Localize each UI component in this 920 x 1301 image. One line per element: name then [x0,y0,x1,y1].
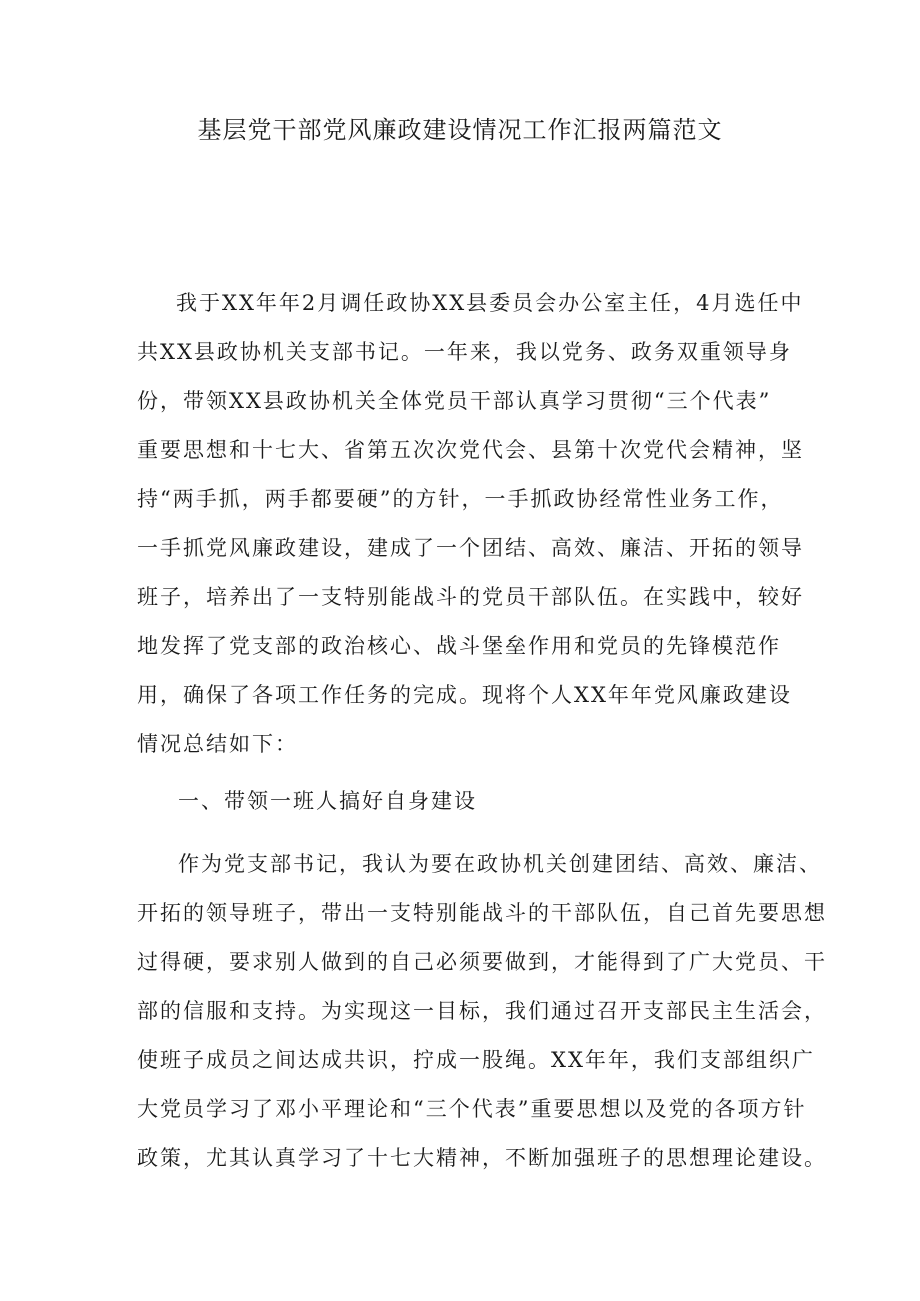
body-line-12: 开拓的领导班子，带出一支特别能战斗的干部队伍，自己首先要思想 [137,901,827,925]
body-line-16: 大党员学习了邓小平理论和“三个代表”重要思想以及党的各项方针 [137,1097,807,1121]
body-line-8: 地发挥了党支部的政治核心、战斗堡垒作用和党员的先锋模范作 [137,634,781,658]
body-line-4: 重要思想和十七大、省第五次次党代会、县第十次党代会精神，坚 [137,438,804,462]
body-line-9: 用，确保了各项工作任务的完成。现将个人XX年年党风廉政建设 [137,683,792,707]
section-heading: 一、带领一班人搞好自身建设 [178,789,477,813]
body-line-1: 我于XX年年2月调任政协XX县委员会办公室主任，4月选任中 [176,291,804,315]
body-line-13: 过得硬，要求别人做到的自己必须要做到，才能得到了广大党员、干 [137,950,827,974]
body-line-11: 作为党支部书记，我认为要在政协机关创建团结、高效、廉洁、 [178,852,822,876]
body-line-14: 部的信服和支持。为实现这一目标，我们通过召开支部民主生活会， [137,999,827,1023]
document-title: 基层党干部党风廉政建设情况工作汇报两篇范文 [197,116,723,144]
body-line-7: 班子，培养出了一支特别能战斗的党员干部队伍。在实践中，较好 [137,585,804,609]
body-line-6: 一手抓党风廉政建设，建成了一个团结、高效、廉洁、开拓的领导 [137,536,804,560]
body-line-10: 情况总结如下： [137,732,298,756]
body-line-3: 份，带领XX县政协机关全体党员干部认真学习贯彻“三个代表” [137,389,772,413]
body-line-15: 使班子成员之间达成共识，拧成一股绳。XX年年，我们支部组织广 [137,1048,815,1072]
body-line-2: 共XX县政协机关支部书记。一年来，我以党务、政务双重领导身 [137,340,792,364]
body-line-17: 政策，尤其认真学习了十七大精神，不断加强班子的思想理论建设。 [137,1146,827,1170]
body-line-5: 持“两手抓，两手都要硬”的方针，一手抓政协经常性业务工作， [137,487,784,511]
